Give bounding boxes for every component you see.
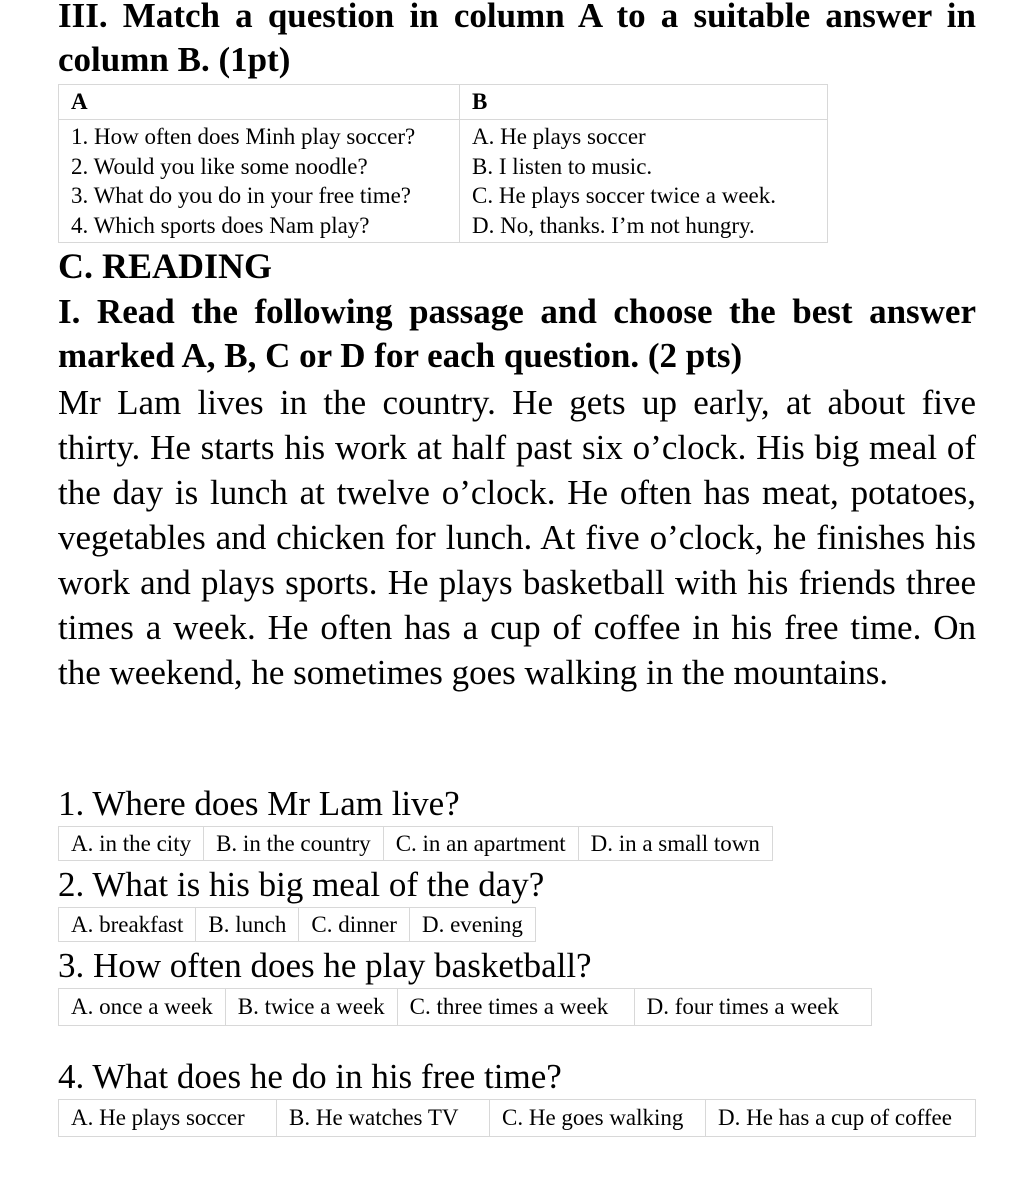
reading-heading: C. READING — [58, 246, 273, 286]
column-a-item: 3. What do you do in your free time? — [71, 183, 412, 208]
column-a-cell — [59, 120, 460, 243]
question-3: 3. How often does he play basketball? — [58, 946, 592, 985]
option-a: A. once a week — [59, 989, 226, 1026]
option-b: B. twice a week — [225, 989, 397, 1026]
option-d: D. in a small town — [578, 827, 772, 861]
option-b: B. in the country — [204, 827, 384, 861]
option-a: A. in the city — [59, 827, 204, 861]
question-1: 1. Where does Mr Lam live? — [58, 784, 460, 823]
option-b: B. lunch — [196, 908, 299, 942]
column-a-item: 1. How often does Minh play soccer? — [71, 124, 416, 149]
question-3-options — [58, 988, 872, 1026]
option-a: A. breakfast — [59, 908, 196, 942]
column-a-item: 4. Which sports does Nam play? — [71, 212, 370, 238]
option-c: C. dinner — [299, 908, 410, 942]
option-d: D. evening — [409, 908, 535, 942]
option-c: C. three times a week — [397, 989, 634, 1026]
question-4-options — [58, 1099, 976, 1137]
option-a: A. He plays soccer — [59, 1100, 277, 1137]
option-c: C. in an apartment — [383, 827, 578, 861]
section3-title: III. Match a question in column A to a suitable answer in column B. (1pt) — [58, 0, 976, 79]
question-4: 4. What does he do in his free time? — [58, 1057, 562, 1096]
option-b: B. He watches TV — [277, 1100, 490, 1137]
question-1-options — [58, 826, 773, 861]
column-b-item: B. I listen to music. — [472, 153, 653, 179]
matching-header-row — [59, 85, 828, 120]
column-a-item: 2. Would you like some noodle? — [71, 153, 368, 179]
matching-body-row — [59, 120, 828, 243]
column-b-header: B — [460, 85, 828, 120]
reading-passage: Mr Lam lives in the country. He gets up early, at about five thirty. He starts his work at half past six o’clock. His big meal of the day is lunch at twelve o’clock. He often has meat, potatoes, vegetables and chicken for lunch. At five o’clock, he finishes his work and plays sports. He plays basketball with his friends three times a week. He often has a cup of coffee in his free time. On the weekend, he sometimes goes walking in the mountains. — [58, 383, 976, 692]
matching-table — [58, 84, 828, 243]
option-d: D. He has a cup of coffee — [706, 1100, 976, 1137]
column-b-item: D. No, thanks. I’m not hungry. — [472, 212, 755, 238]
column-b-item: C. He plays soccer twice a week. — [472, 183, 776, 208]
reading-instruction: I. Read the following passage and choose the best answer marked A, B, C or D for each question. (2 pts) — [58, 292, 976, 375]
question-2-options — [58, 907, 536, 942]
column-b-item: A. He plays soccer — [472, 124, 646, 149]
column-b-cell — [460, 120, 828, 243]
column-a-header: A — [59, 85, 460, 120]
option-c: C. He goes walking — [490, 1100, 706, 1137]
question-2: 2. What is his big meal of the day? — [58, 865, 545, 904]
option-d: D. four times a week — [634, 989, 871, 1026]
